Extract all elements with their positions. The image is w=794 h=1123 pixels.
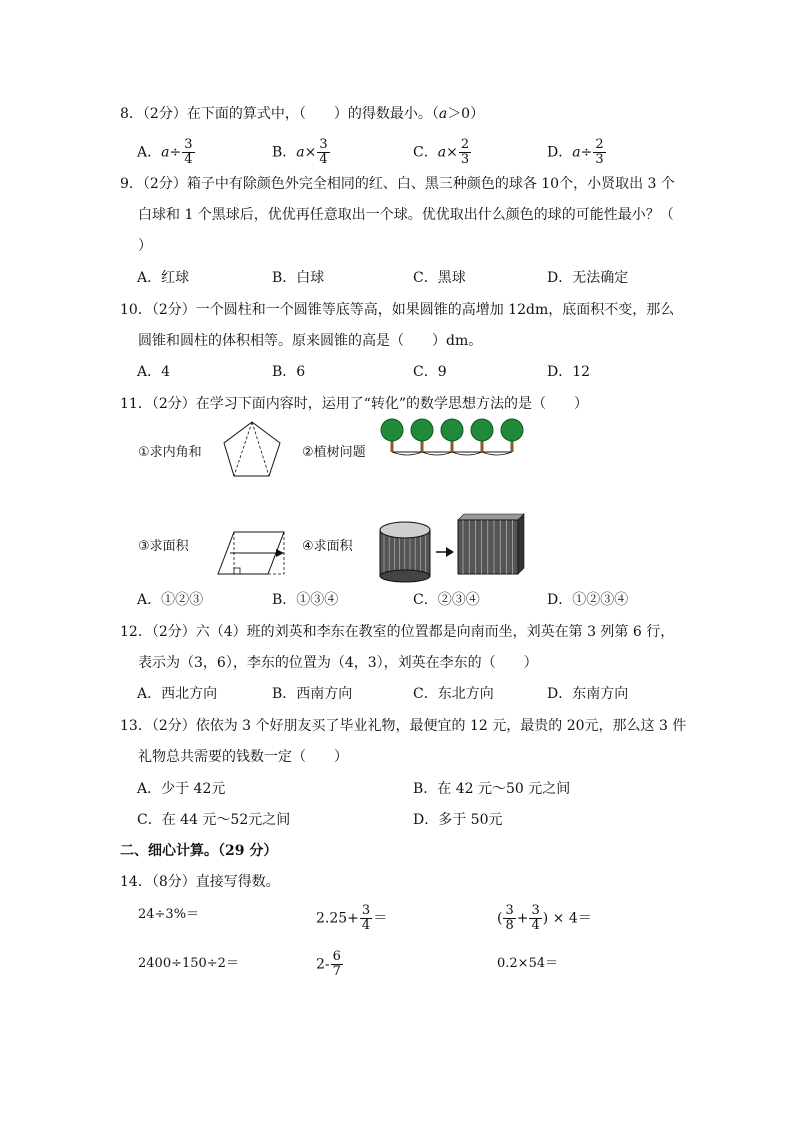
calc-2: 2.25+ $\frac{3}{4}$ ＝ (316, 903, 388, 933)
q8-option-d[interactable]: D．a÷ $\frac{2}{3}$ (547, 137, 604, 167)
q11-option-a[interactable]: A．①②③ (137, 592, 204, 608)
q10-line1: 10．（2分）一个圆柱和一个圆锥等底等高，如果圆锥的高增加 12dm，底面积不变，那么 (120, 302, 675, 318)
q10-option-b[interactable]: B．6 (272, 364, 306, 380)
q11-stem: 11．（2分）在学习下面内容时，运用了“转化”的数学思想方法的是（ ） (120, 396, 589, 412)
q9-line3: ） (138, 238, 152, 254)
q9-option-a[interactable]: A．红球 (137, 270, 190, 286)
cylinder-diagram (380, 522, 430, 582)
tree-icon (441, 419, 463, 441)
q10-line2: 圆锥和圆柱的体积相等。原来圆锥的高是（ ）dm。 (138, 333, 483, 349)
q8-option-c[interactable]: C．a× $\frac{2}{3}$ (413, 137, 470, 167)
q11-figure (130, 416, 530, 586)
fig-label-4: ④求面积 (302, 539, 353, 554)
q9-line2: 白球和 1 个黑球后，优优再任意取出一个球。优优取出什么颜色的球的可能性最小？（ (138, 207, 674, 223)
fraction: $\frac{3}{4}$ (361, 903, 371, 933)
q13-option-c[interactable]: C．在 44 元～52元之间 (137, 812, 291, 828)
q12-option-b[interactable]: B．西南方向 (272, 686, 353, 702)
q8-option-b[interactable]: B．a× $\frac{3}{4}$ (272, 137, 328, 167)
q12-option-a[interactable]: A．西北方向 (137, 686, 218, 702)
cuboid-diagram (458, 514, 524, 574)
fraction: $\frac{3}{4}$ (184, 137, 193, 167)
fraction: $\frac{3}{4}$ (531, 903, 540, 933)
tree-icon (501, 419, 523, 441)
arrow-icon (436, 547, 454, 557)
fraction: $\frac{2}{3}$ (460, 137, 470, 167)
q10-option-a[interactable]: A．4 (137, 364, 171, 380)
section-title: 二、细心计算。（29 分） (120, 843, 278, 859)
fig-label-3: ③求面积 (138, 539, 189, 554)
q12-option-c[interactable]: C．东北方向 (413, 686, 494, 702)
fraction: $\frac{6}{7}$ (332, 949, 341, 979)
parallelogram-diagram (218, 532, 284, 574)
calc-5: 2- $\frac{6}{7}$ (316, 949, 341, 979)
q11-option-b[interactable]: B．①③④ (272, 592, 339, 608)
q10-option-d[interactable]: D．12 (547, 364, 591, 380)
fraction: $\frac{3}{4}$ (319, 137, 328, 167)
q14-stem: 14．（8分）直接写得数。 (120, 874, 280, 890)
q9-option-b[interactable]: B．白球 (272, 270, 325, 286)
q13-option-a[interactable]: A．少于 42元 (137, 781, 226, 797)
calc-4: 2400÷150÷2＝ (138, 956, 239, 971)
fig-label-1: ①求内角和 (138, 445, 202, 460)
q10-option-c[interactable]: C．9 (413, 364, 447, 380)
fig-label-2: ②植树问题 (302, 445, 366, 460)
q8-option-a[interactable]: A．a÷ $\frac{3}{4}$ (137, 137, 193, 167)
tree-icon (381, 419, 403, 441)
fraction: $\frac{3}{8}$ (505, 903, 514, 933)
q11-option-d[interactable]: D．①②③④ (547, 592, 629, 608)
q13-option-b[interactable]: B．在 42 元～50 元之间 (413, 781, 571, 797)
q12-option-d[interactable]: D．东南方向 (547, 686, 629, 702)
q11-option-c[interactable]: C．②③④ (413, 592, 480, 608)
q9-line1: 9．（2分）箱子中有除颜色外完全相同的红、白、黑三种颜色的球各 10个，小贤取出 3 个 (120, 176, 675, 192)
tree-icon (471, 419, 493, 441)
calc-3: ( $\frac{3}{8}$ + $\frac{3}{4}$ ) × 4＝ (497, 903, 592, 933)
q9-option-d[interactable]: D．无法确定 (547, 270, 629, 286)
q8-stem: 8．（2分）在下面的算式中，（ ）的得数最小。（a＞0） (120, 106, 485, 122)
q13-option-d[interactable]: D．多于 50元 (413, 812, 503, 828)
q9-option-c[interactable]: C．黑球 (413, 270, 466, 286)
q12-line1: 12．（2分）六（4）班的刘英和李东在教室的位置都是向南而坐，刘英在第 3 列第 6 行， (120, 624, 675, 640)
calc-6: 0.2×54＝ (497, 956, 559, 971)
pentagon-diagram (224, 422, 280, 476)
fraction: $\frac{2}{3}$ (595, 137, 604, 167)
q12-line2: 表示为（3，6），李东的位置为（4，3），刘英在李东的（ ） (138, 655, 538, 671)
q13-line1: 13．（2分）依依为 3 个好朋友买了毕业礼物，最便宜的 12 元，最贵的 20元，那么这 3 件 (120, 718, 687, 734)
trees-diagram (381, 419, 523, 455)
calc-1: 24÷3%＝ (138, 907, 200, 922)
tree-icon (411, 419, 433, 441)
q13-line2: 礼物总共需要的钱数一定（ ） (138, 749, 348, 765)
